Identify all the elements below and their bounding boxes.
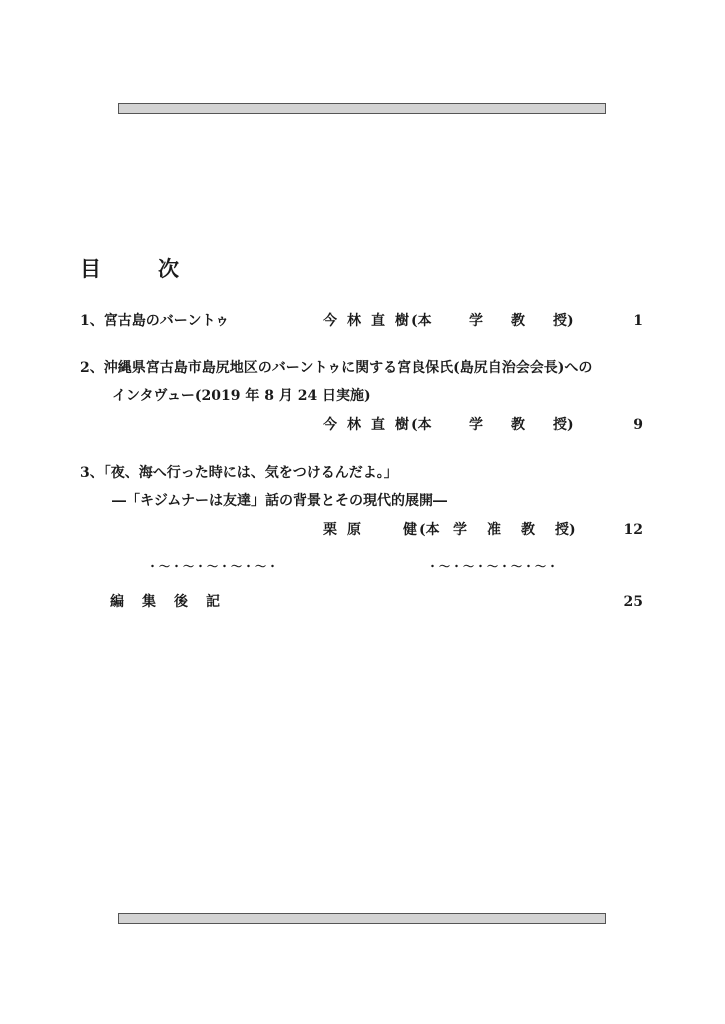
toc-entry-1-page: 1 bbox=[633, 313, 643, 329]
title-char: 教 bbox=[521, 522, 535, 538]
author-char: 直 bbox=[371, 417, 385, 433]
toc-entry-3-page: 12 bbox=[623, 522, 643, 538]
author-char: 今 bbox=[323, 313, 337, 329]
title-char: 授) bbox=[553, 313, 574, 329]
toc-entry-2-title[interactable]: 2、沖縄県宮古島市島尻地区のバーントゥに関する宮良保氏(島尻自治会会長)への bbox=[80, 360, 593, 376]
afterword-char: 後 bbox=[174, 594, 188, 610]
author-char: 直 bbox=[371, 313, 385, 329]
toc-entry-2-subtitle[interactable]: インタヴュー(2019 年 8 月 24 日実施) bbox=[112, 388, 371, 404]
title-char: (本 bbox=[411, 313, 432, 329]
bottom-border-bar bbox=[118, 913, 606, 924]
title-char: 教 bbox=[511, 313, 525, 329]
heading-char-2: 次 bbox=[158, 256, 179, 281]
toc-entry-3-subtitle[interactable]: ―「キジムナーは友達」話の背景とその現代的展開― bbox=[112, 493, 448, 509]
title-char: 授) bbox=[555, 522, 576, 538]
title-char: 学 bbox=[453, 522, 467, 538]
title-char: (本 bbox=[411, 417, 432, 433]
title-char: 学 bbox=[469, 313, 483, 329]
afterword-char: 集 bbox=[142, 594, 156, 610]
toc-entry-2-author bbox=[323, 416, 574, 434]
title-char: 学 bbox=[469, 417, 483, 433]
title-char: 授) bbox=[553, 417, 574, 433]
afterword-char: 編 bbox=[110, 594, 124, 610]
title-char: 准 bbox=[487, 522, 501, 538]
author-char: 林 bbox=[347, 417, 361, 433]
toc-entry-3-title[interactable]: 3、「夜、海へ行った時には、気をつけるんだよ。」 bbox=[80, 465, 398, 481]
author-char: 樹 bbox=[395, 417, 409, 433]
author-char: 今 bbox=[323, 417, 337, 433]
top-border-bar bbox=[118, 103, 606, 114]
toc-entry-1-author bbox=[323, 312, 574, 330]
title-char: 教 bbox=[511, 417, 525, 433]
author-char: 健 bbox=[403, 522, 417, 538]
toc-afterword-label[interactable] bbox=[110, 593, 220, 611]
toc-entry-1-title[interactable]: 1、宮古島のバーントゥ bbox=[80, 313, 230, 329]
heading-char-1: 目 bbox=[80, 256, 101, 281]
author-char: 樹 bbox=[395, 313, 409, 329]
afterword-char: 記 bbox=[206, 594, 220, 610]
title-char: (本 bbox=[419, 522, 440, 538]
toc-afterword-page: 25 bbox=[623, 594, 643, 610]
separator-left: ・～・～・～・～・～・ bbox=[147, 560, 279, 573]
toc-entry-2-page: 9 bbox=[633, 417, 643, 433]
toc-entry-3-author bbox=[323, 521, 576, 539]
author-char: 原 bbox=[347, 522, 361, 538]
separator-right: ・～・～・～・～・～・ bbox=[427, 560, 559, 573]
author-char: 林 bbox=[347, 313, 361, 329]
author-char: 栗 bbox=[323, 522, 337, 538]
